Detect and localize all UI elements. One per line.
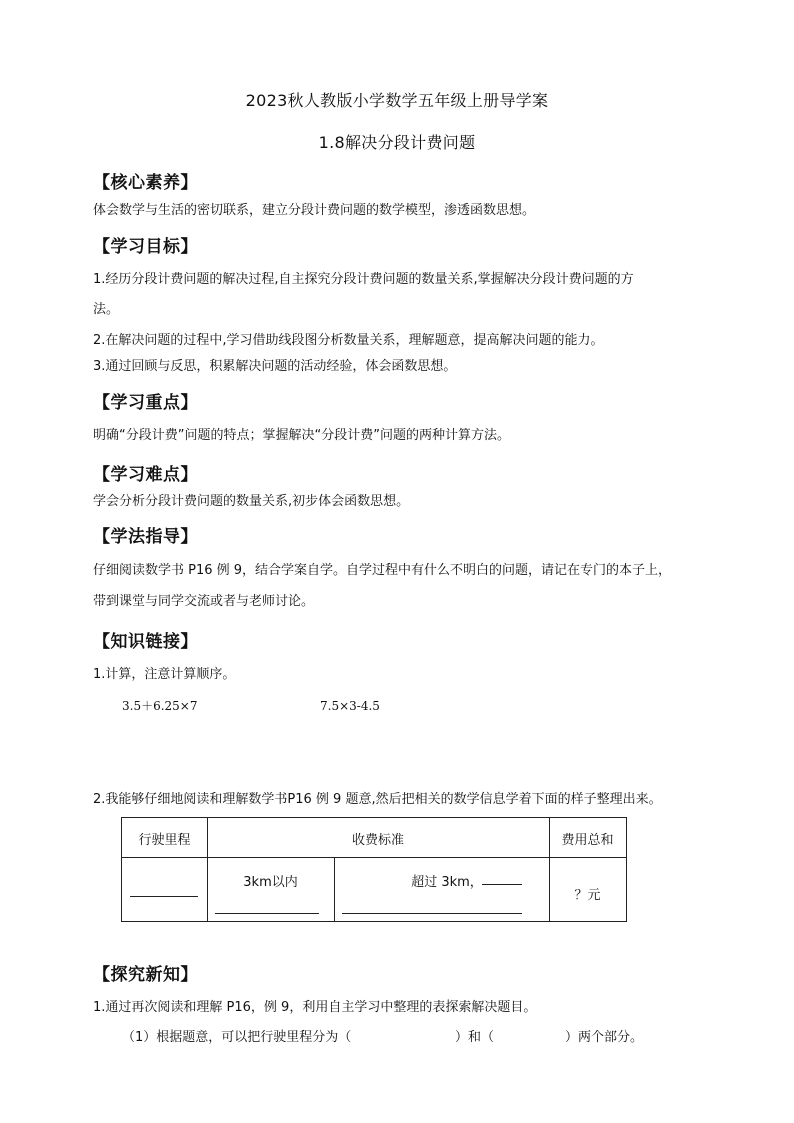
expression-1: 3.5＋6.25×7: [122, 699, 198, 713]
heading-difficult-points: 【学习难点】: [93, 465, 198, 485]
over-3km-blank[interactable]: [342, 913, 522, 914]
heading-learning-goals: 【学习目标】: [93, 237, 198, 257]
header-fare-standard: 收费标准: [351, 833, 404, 848]
core-literacy-text: 体会数学与生活的密切联系，建立分段计费问题的数学模型，渗透函数思想。: [93, 203, 536, 218]
over-3km-label: 超过 3km，: [411, 875, 483, 890]
fare-info-table: [121, 817, 627, 922]
knowledge-question-1: 1.计算，注意计算顺序。: [93, 667, 236, 682]
goal-item-2: 2.在解决问题的过程中,学习借助线段图分析数量关系，理解题意，提高解决问题的能力。: [93, 333, 604, 348]
explore-sub-1-part-a: （1）根据题意，可以把行驶里程分为（: [122, 1030, 352, 1045]
goal-item-1-line1: 1.经历分段计费问题的解决过程,自主探究分段计费问题的数量关系,掌握解决分段计费问题的方: [93, 272, 634, 287]
explore-question-1: 1.通过再次阅读和理解 P16，例 9，利用自主学习中整理的表探索解决题目。: [93, 1000, 537, 1015]
knowledge-question-2: 2.我能够仔细地阅读和理解数学书P16 例 9 题意,然后把相关的数学信息学着下面的样子整理出来。: [93, 792, 662, 807]
header-mileage: 行驶里程: [138, 833, 191, 848]
heading-key-points: 【学习重点】: [93, 393, 198, 413]
table-col-divider-2: [334, 857, 335, 921]
goal-item-1-line2: 法。: [93, 302, 120, 317]
total-cost-value: ？元: [574, 888, 601, 903]
mileage-blank[interactable]: [130, 896, 198, 897]
heading-core-literacy: 【核心素养】: [93, 173, 198, 193]
table-header-divider: [122, 857, 626, 858]
study-method-line2: 带到课堂与同学交流或者与老师讨论。: [93, 594, 315, 609]
study-method-line1: 仔细阅读数学书 P16 例 9，结合学案自学。自学过程中有什么不明白的问题，请记在专门的本子上，: [93, 563, 672, 578]
heading-study-method: 【学法指导】: [93, 527, 198, 547]
within-3km-label: 3km以内: [243, 875, 298, 890]
within-3km-blank[interactable]: [215, 913, 319, 914]
heading-explore-new: 【探究新知】: [93, 965, 198, 985]
goal-item-3: 3.通过回顾与反思，积累解决问题的活动经验，体会函数思想。: [93, 359, 457, 374]
difficult-points-text: 学会分析分段计费问题的数量关系,初步体会函数思想。: [93, 494, 410, 509]
explore-sub-1-part-b: ）和（: [455, 1030, 495, 1045]
lesson-title: 1.8解决分段计费问题: [318, 133, 476, 152]
over-3km-inline-blank[interactable]: [482, 884, 522, 885]
document-title: 2023秋人教版小学数学五年级上册导学案: [245, 91, 549, 110]
expression-2: 7.5×3-4.5: [320, 699, 380, 713]
key-points-text: 明确“分段计费”问题的特点；掌握解决“分段计费”问题的两种计算方法。: [93, 428, 510, 443]
header-total-cost: 费用总和: [561, 833, 614, 848]
heading-knowledge-link: 【知识链接】: [93, 632, 198, 652]
explore-sub-1-part-c: ）两个部分。: [565, 1030, 644, 1045]
